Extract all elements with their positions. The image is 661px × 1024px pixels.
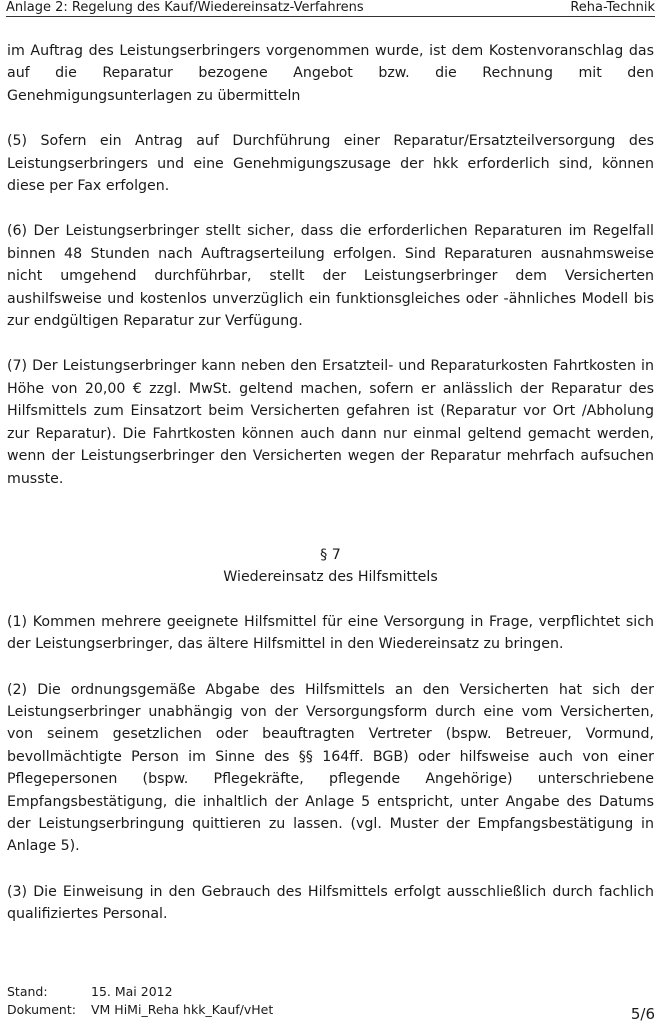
document-body <box>7 40 654 949</box>
page-header <box>6 0 655 17</box>
section-paragraph-1: (1) Kommen mehrere geeignete Hilfsmittel für eine Versorgung in Frage, verpflichtet sich der Leistungserbringer, das ältere Hilfsmittel in den Wiedereinsatz zu bringen. <box>7 613 654 653</box>
section-title: Wiedereinsatz des Hilfsmittels <box>223 569 438 586</box>
footer-doc-label: Dokument: <box>7 1002 76 1017</box>
header-section: Reha-Technik <box>570 0 655 15</box>
paragraph-intro: im Auftrag des Leistungserbringers vorgenommen wurde, ist dem Kostenvoranschlag das auf die Reparatur bezogene Angebot bzw. die Rechnung mit den Genehmigungsunterlagen zu übermitteln <box>7 43 654 104</box>
page-footer <box>7 983 655 1023</box>
footer-stand-label: Stand: <box>7 984 48 999</box>
header-title: Anlage 2: Regelung des Kauf/Wiedereinsatz-Verfahrens <box>6 0 364 15</box>
section-paragraph-2: (2) Die ordnungsgemäße Abgabe des Hilfsmittels an den Versicherten hat sich der Leistungserbringer unabhängig von der Versorgungsform durch eine vom Versicherten, von seinem gesetzlichen oder beauftragten Vertreter (bspw. Betreuer, Vormund, bevollmächtigte Person im Sinne des §§ 164ff. BGB) oder hilfsweise auch von einer Pflegepersonen (bspw. Pflegekräfte, pflegende Angehörige) unterschriebene Empfangsbestätigung, die inhaltlich der Anlage 5 entspricht, unter Angabe des Datums der Leistungserbringung quittieren zu lassen. (vgl. Muster der Empfangsbestätigung in Anlage 5). <box>7 681 654 855</box>
page-number: 5/6 <box>630 1005 655 1023</box>
section-number: § 7 <box>320 546 341 563</box>
section-paragraph-3: (3) Die Einweisung in den Gebrauch des Hilfsmittels erfolgt ausschließlich durch fachlich qualifiziertes Personal. <box>7 883 654 923</box>
paragraph-7: (7) Der Leistungserbringer kann neben den Ersatzteil- und Reparaturkosten Fahrtkosten in Höhe von 20,00 € zzgl. MwSt. geltend machen, sofern er anlässlich der Reparatur des Hilfsmittels zum Einsatzort beim Versicherten gefahren ist (Reparatur vor Ort /Abholung zur Reparatur). Die Fahrtkosten können auch dann nur einmal geltend gemacht werden, wenn der Leistungserbringer den Versicherten wegen der Reparatur mehrfach aufsuchen musste. <box>7 358 654 487</box>
footer-doc-value: VM HiMi_Reha hkk_Kauf/vHet <box>91 1002 274 1017</box>
footer-stand-value: 15. Mai 2012 <box>91 984 173 999</box>
paragraph-5: (5) Sofern ein Antrag auf Durchführung einer Reparatur/Ersatzteilversorgung des Leistungserbringers und eine Genehmigungszusage der hkk erforderlich sind, können diese per Fax erfolgen. <box>7 133 654 195</box>
paragraph-6: (6) Der Leistungserbringer stellt sicher, dass die erforderlichen Reparaturen im Regelfall binnen 48 Stunden nach Auftragserteilung erfolgen. Sind Reparaturen ausnahmsweise nicht umgehend durchführbar, stellt der Leistungserbringer dem Versicherten aushilfsweise und kostenlos unverzüglich ein funktionsgleiches oder -ähnliches Modell bis zur endgültigen Reparatur zur Verfügung. <box>7 223 654 330</box>
